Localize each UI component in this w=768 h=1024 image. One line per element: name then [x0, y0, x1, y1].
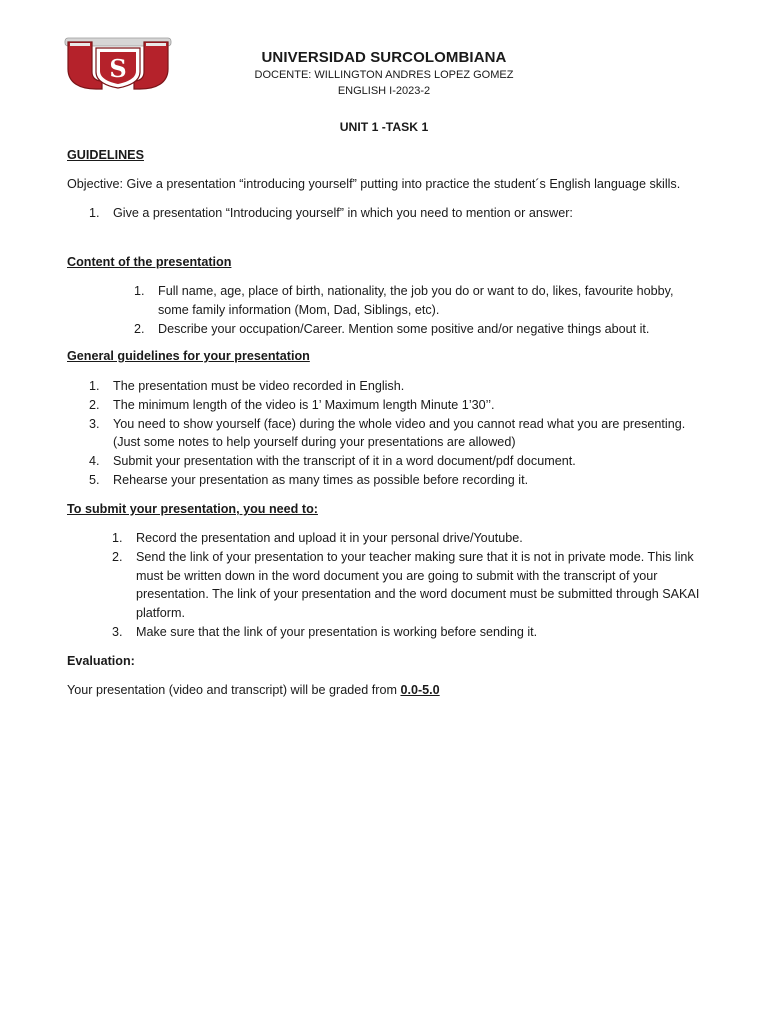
university-name: UNIVERSIDAD SURCOLOMBIANA [261, 49, 507, 66]
list-number: 1. [134, 284, 145, 298]
general-guidelines-list [89, 377, 703, 490]
list-number: 3. [89, 416, 100, 431]
list-item [134, 282, 703, 320]
list-text: Submit your presentation with the transcript of it in a word document/pdf document. [113, 454, 576, 469]
content-list [134, 282, 703, 338]
list-text: The minimum length of the video is 1’ Maximum length Minute 1’30’’. [113, 397, 495, 412]
evaluation-sentence: Your presentation (video and transcript) will be graded from [67, 683, 401, 697]
list-text: Describe your occupation/Career. Mention some positive and/or negative things about it. [158, 321, 650, 336]
content-heading: Content of the presentation [67, 255, 232, 269]
objective-text: Objective: Give a presentation “introducing yourself” putting into practice the student´s English language skills. [67, 177, 681, 191]
unit-title: UNIT 1 -TASK 1 [339, 120, 429, 134]
submit-heading: To submit your presentation, you need to: [67, 502, 318, 516]
teacher-name: DOCENTE: WILLINGTON ANDRES LOPEZ GOMEZ [254, 69, 514, 81]
list-item [89, 452, 703, 471]
list-item [112, 529, 704, 548]
list-item [89, 471, 703, 490]
list-text: Rehearse your presentation as many times as possible before recording it. [113, 472, 529, 487]
list-item [89, 415, 703, 453]
evaluation-heading: Evaluation: [67, 654, 135, 668]
list-number: 5. [89, 472, 100, 487]
list-number: 1. [89, 379, 100, 393]
submit-list [112, 529, 704, 642]
list-text: Send the link of your presentation to your teacher making sure that it is not in private mode. This link must be written down in the word document you are going to submit with the transcript of your presentation. The link of your presentation and the word document must be submitted through SAKAI platform. [136, 549, 700, 621]
university-logo [64, 36, 172, 92]
general-guidelines-heading: General guidelines for your presentation [67, 349, 310, 363]
list-text: Make sure that the link of your presentation is working before sending it. [136, 624, 538, 639]
list-text: Full name, age, place of birth, nationality, the job you do or want to do, likes, favourite hobby, some family information (Mom, Dad, Siblings, etc). [158, 284, 674, 317]
list-number: 4. [89, 454, 100, 469]
evaluation-text [67, 681, 440, 700]
guidelines-heading: GUIDELINES [67, 148, 144, 162]
list-text: Give a presentation “Introducing yourself” in which you need to mention or answer: [113, 206, 573, 220]
list-item [112, 548, 704, 623]
main-step-list [89, 204, 713, 223]
list-item [89, 204, 713, 223]
list-item [89, 377, 703, 396]
list-number: 1. [112, 531, 123, 545]
logo-letter: S [109, 54, 127, 83]
course-code: ENGLISH I-2023-2 [337, 85, 431, 97]
list-number: 1. [89, 206, 100, 220]
list-text: Record the presentation and upload it in your personal drive/Youtube. [136, 531, 523, 545]
list-item [112, 623, 704, 642]
list-number: 2. [89, 397, 100, 412]
list-text: The presentation must be video recorded in English. [113, 379, 405, 393]
list-item [89, 396, 703, 415]
list-item [134, 320, 703, 339]
list-number: 3. [112, 624, 123, 639]
grade-range: 0.0-5.0 [400, 683, 440, 697]
list-number: 2. [134, 321, 145, 336]
list-text: You need to show yourself (face) during the whole video and you cannot read what you are presenting. (Just some notes to help yourself during your presentations are allowed) [113, 416, 686, 450]
list-number: 2. [112, 549, 123, 564]
